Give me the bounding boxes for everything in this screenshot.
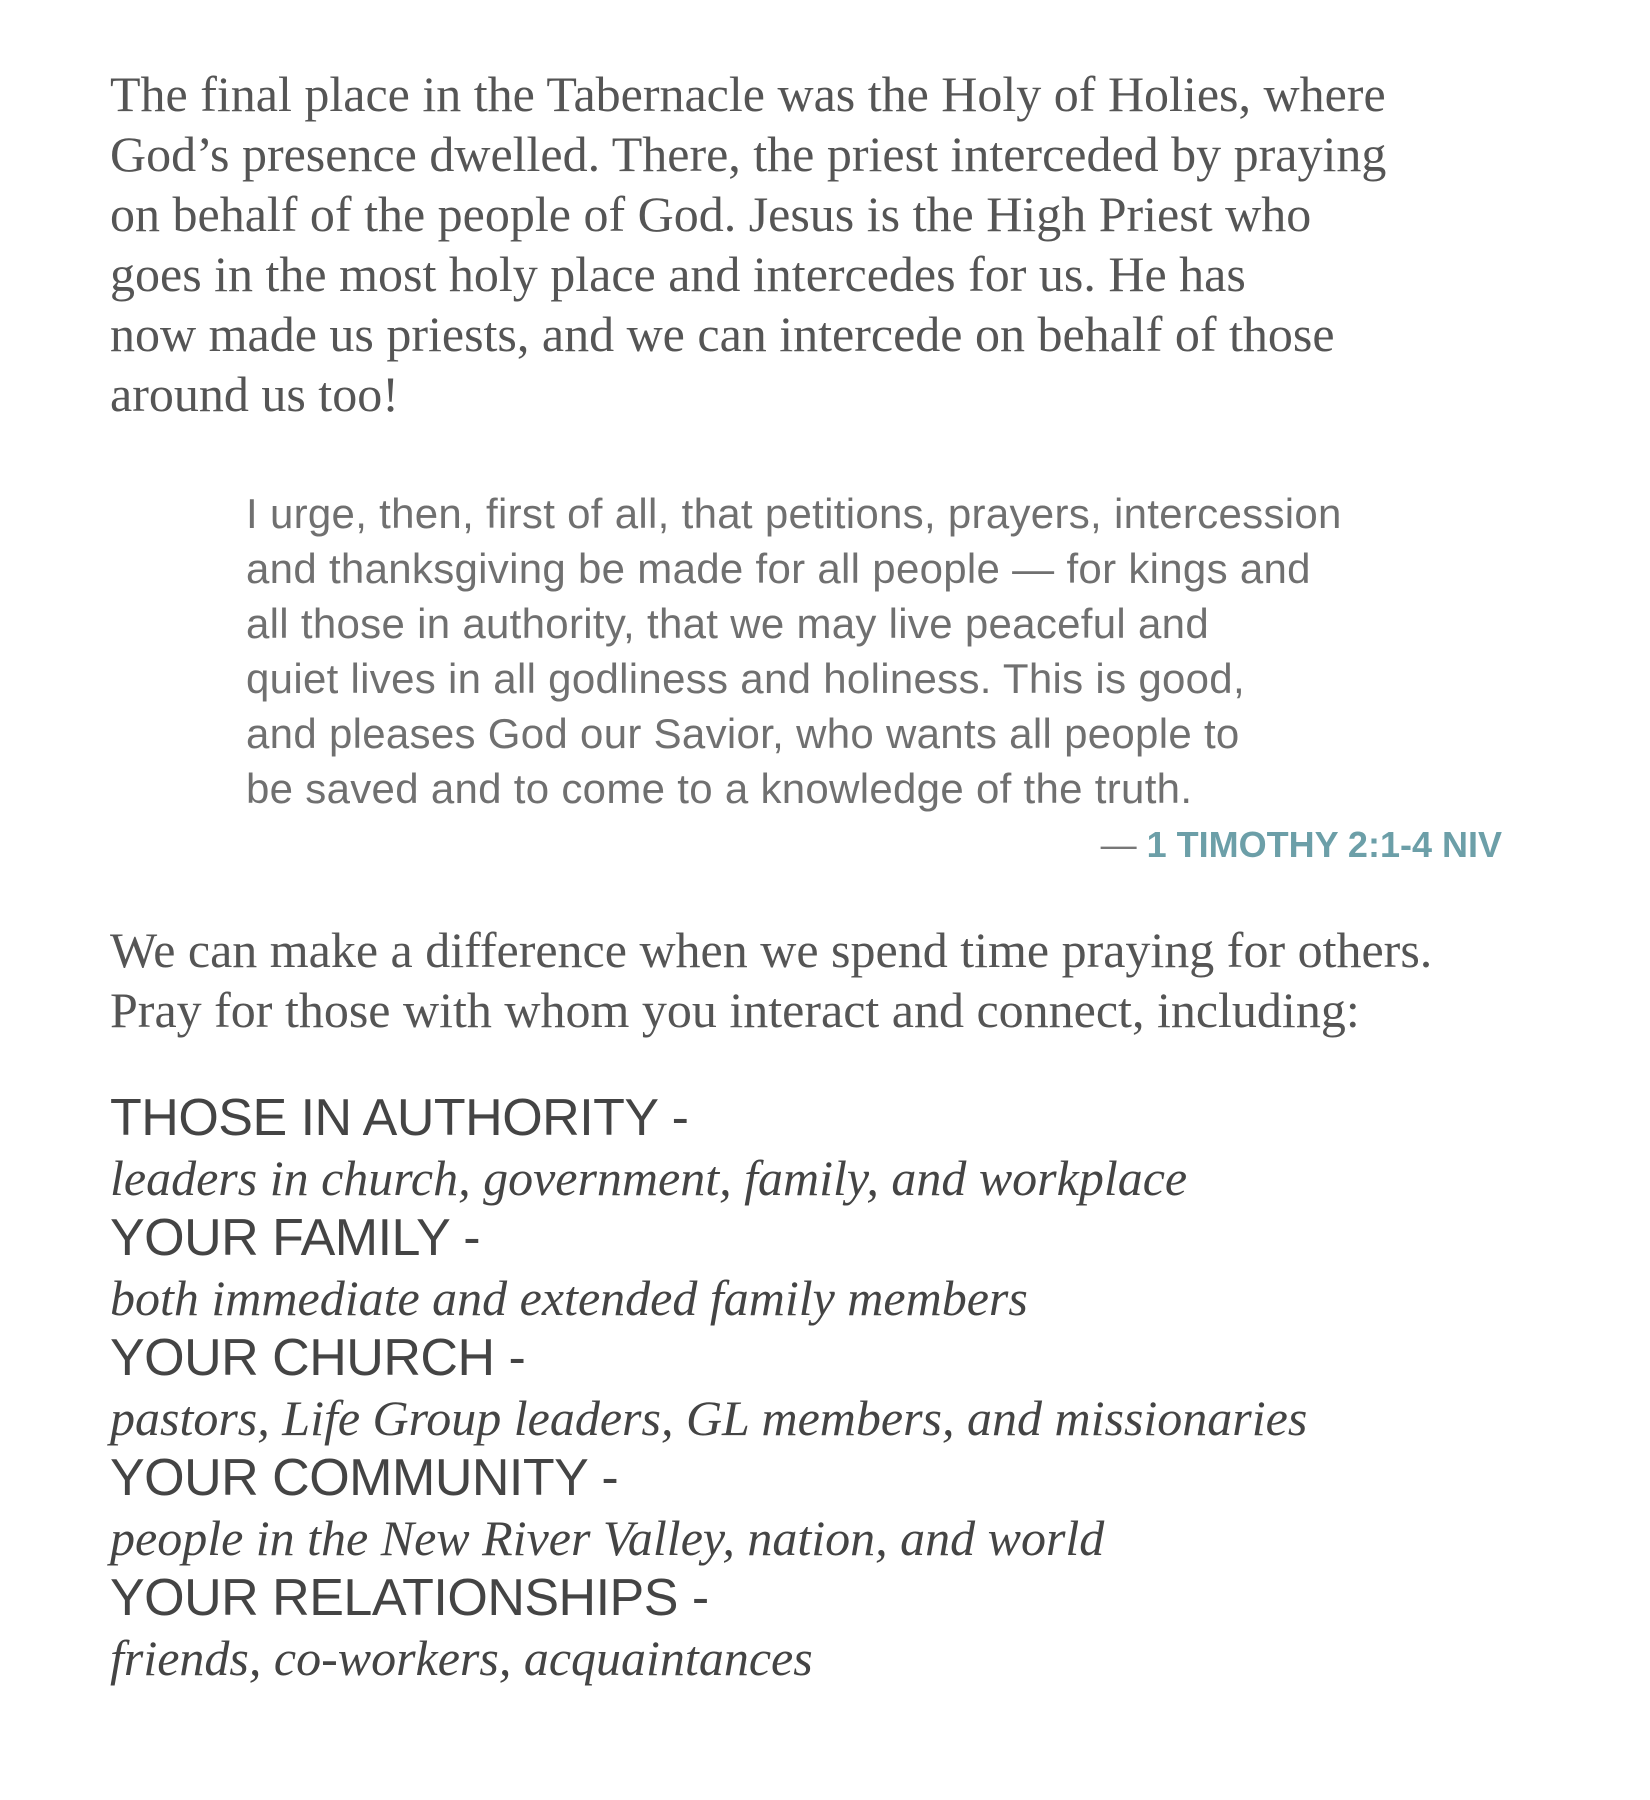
intro-line: goes in the most holy place and intercedes for us. He has [110,246,1246,302]
intro-line: now made us priests, and we can intercede on behalf of those [110,306,1335,362]
quote-line: all those in authority, that we may live peaceful and [246,600,1209,647]
quote-line: and pleases God our Savior, who wants all people to [246,710,1240,757]
prayer-item-authority [110,1088,1550,1208]
intro-line: on behalf of the people of God. Jesus is the High Priest who [110,186,1312,242]
outro-line: Pray for those with whom you interact and connect, including: [110,982,1360,1038]
prayer-heading: YOUR COMMUNITY - [110,1449,619,1507]
quote-text [246,486,1506,816]
intro-line: God’s presence dwelled. There, the priest interceded by praying [110,126,1387,182]
quote-line: and thanksgiving be made for all people — for kings and [246,545,1311,592]
prayer-heading: YOUR RELATIONSHIPS - [110,1569,709,1627]
outro-line: We can make a difference when we spend time praying for others. [110,922,1433,978]
prayer-item-community [110,1448,1550,1568]
quote-line: I urge, then, first of all, that petitions, prayers, intercession [246,490,1342,537]
intro-line: around us too! [110,366,399,422]
scripture-quote [246,486,1506,868]
intro-paragraph [110,64,1550,424]
prayer-item-church [110,1328,1550,1448]
citation-reference: 1 TIMOTHY 2:1-4 NIV [1146,824,1502,865]
prayer-heading: YOUR CHURCH - [110,1329,526,1387]
quote-citation [246,822,1506,868]
quote-line: quiet lives in all godliness and holiness. This is good, [246,655,1245,702]
quote-line: be saved and to come to a knowledge of the truth. [246,765,1193,812]
prayer-heading: YOUR FAMILY - [110,1209,481,1267]
prayer-item-relationships [110,1568,1550,1688]
prayer-description: pastors, Life Group leaders, GL members, and missionaries [110,1390,1308,1446]
intro-line: The final place in the Tabernacle was the Holy of Holies, where [110,66,1386,122]
prayer-description: people in the New River Valley, nation, and world [110,1510,1105,1566]
prayer-item-family [110,1208,1550,1328]
prayer-heading: THOSE IN AUTHORITY - [110,1089,689,1147]
prayer-description: friends, co-workers, acquaintances [110,1630,813,1686]
citation-dash: — [1100,824,1137,865]
prayer-description: both immediate and extended family members [110,1270,1028,1326]
outro-paragraph [110,920,1550,1040]
prayer-description: leaders in church, government, family, and workplace [110,1150,1188,1206]
prayer-list [110,1088,1550,1688]
